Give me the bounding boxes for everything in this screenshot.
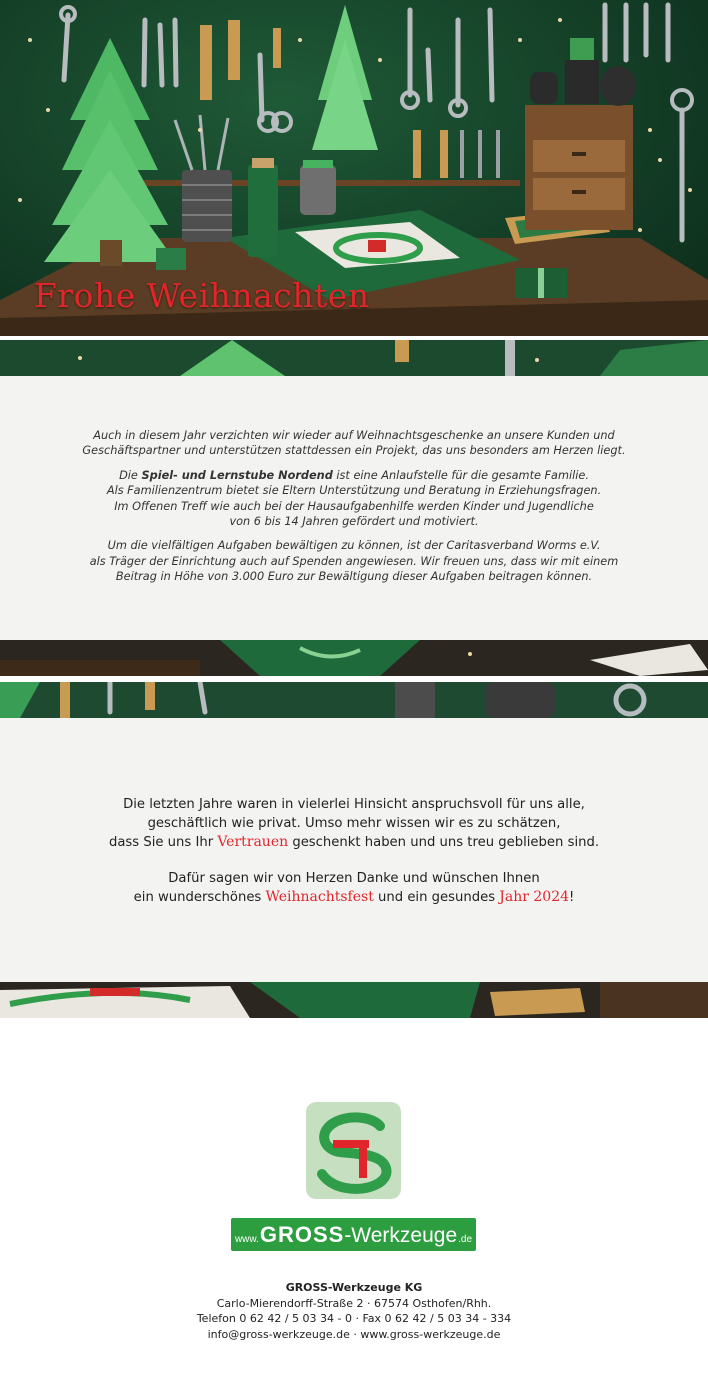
text-line	[0, 888, 708, 907]
text-line: Als Familienzentrum bietet sie Eltern Unterstützung und Beratung in Erziehungsfragen.	[106, 484, 602, 498]
text-line	[0, 468, 708, 483]
workshop-strip-image	[0, 682, 708, 718]
text-span: Die	[119, 468, 142, 482]
company-phone: Telefon 0 62 42 / 5 03 34 - 0 · Fax 0 62 42 / 5 03 34 - 334	[196, 1312, 512, 1325]
text-line: Die letzten Jahre waren in vielerlei Hinsicht anspruchsvoll für uns alle,	[123, 797, 585, 812]
donation-text	[0, 428, 708, 594]
brand-wordmark	[231, 1218, 476, 1251]
text-line: als Träger der Einrichtung auch auf Spenden angewiesen. Wir freuen uns, dass wir mit einem	[89, 554, 619, 568]
highlight-vertrauen: Vertrauen	[217, 834, 289, 851]
text-span: ist eine Anlaufstelle für die gesamte Familie.	[332, 468, 589, 482]
gross-logo-icon	[306, 1102, 401, 1199]
organization-name: Spiel- und Lernstube Nordend	[141, 468, 333, 482]
hero-banner	[0, 0, 708, 336]
letter-section-thanks	[0, 718, 708, 982]
text-span: geschenkt haben und uns treu geblieben sind.	[288, 835, 600, 851]
text-span: !	[569, 889, 575, 905]
thanks-paragraph-1	[0, 795, 708, 853]
brand-www: www.	[234, 1234, 259, 1245]
highlight-jahr-2024: Jahr 2024	[499, 888, 570, 905]
decorative-strip-middle-2	[0, 682, 708, 718]
text-line: Beitrag in Höhe von 3.000 Euro zur Bewältigung dieser Aufgaben beitragen können.	[115, 570, 593, 584]
text-line: Geschäftspartner und unterstützen stattdessen ein Projekt, das uns besonders am Herzen liegt.	[82, 444, 626, 458]
workshop-strip-image	[0, 340, 708, 376]
text-line: von 6 bis 14 Jahren gefördert und motiviert.	[229, 515, 479, 529]
donation-paragraph-1	[0, 428, 708, 459]
thanks-paragraph-2	[0, 869, 708, 907]
text-line: geschäftlich wie privat. Umso mehr wissen wir es zu schätzen,	[147, 816, 561, 832]
workshop-strip-image	[0, 982, 708, 1018]
thanks-text	[0, 795, 708, 923]
text-span: und ein gesundes	[373, 889, 500, 905]
company-address: Carlo-Mierendorff-Straße 2 · 67574 Osthofen/Rhh.	[216, 1296, 492, 1310]
brand-gross: GROSS	[259, 1222, 345, 1247]
brand-tld: .de	[458, 1234, 473, 1245]
company-name: GROSS-Werkzeuge KG	[285, 1281, 423, 1294]
highlight-weihnachtsfest: Weihnachtsfest	[265, 888, 374, 905]
decorative-strip-middle-1	[0, 640, 708, 676]
letter-section-donation	[0, 376, 708, 640]
brand-werkzeuge: -Werkzeuge	[344, 1224, 458, 1247]
workshop-strip-image	[0, 640, 708, 676]
decorative-strip-bottom	[0, 982, 708, 1018]
text-line	[0, 833, 708, 852]
text-line: Im Offenen Treff wie auch bei der Hausaufgabenhilfe werden Kinder und Jugendliche	[114, 499, 594, 513]
decorative-strip-top	[0, 340, 708, 376]
hero-title: Frohe Weihnachten	[34, 276, 370, 315]
text-span: dass Sie uns Ihr	[108, 835, 218, 851]
donation-paragraph-2	[0, 468, 708, 530]
contact-block	[0, 1280, 708, 1342]
text-line: Dafür sagen wir von Herzen Danke und wünschen Ihnen	[168, 870, 540, 886]
text-span: ein wunderschönes	[133, 889, 266, 905]
company-email-web[interactable]: info@gross-werkzeuge.de · www.gross-werkzeuge.de	[207, 1327, 501, 1341]
text-line: Auch in diesem Jahr verzichten wir wieder auf Weihnachtsgeschenke an unsere Kunden und	[93, 429, 615, 442]
donation-paragraph-3	[0, 538, 708, 584]
text-line: Um die vielfältigen Aufgaben bewältigen zu können, ist der Caritasverband Worms e.V.	[107, 539, 601, 553]
